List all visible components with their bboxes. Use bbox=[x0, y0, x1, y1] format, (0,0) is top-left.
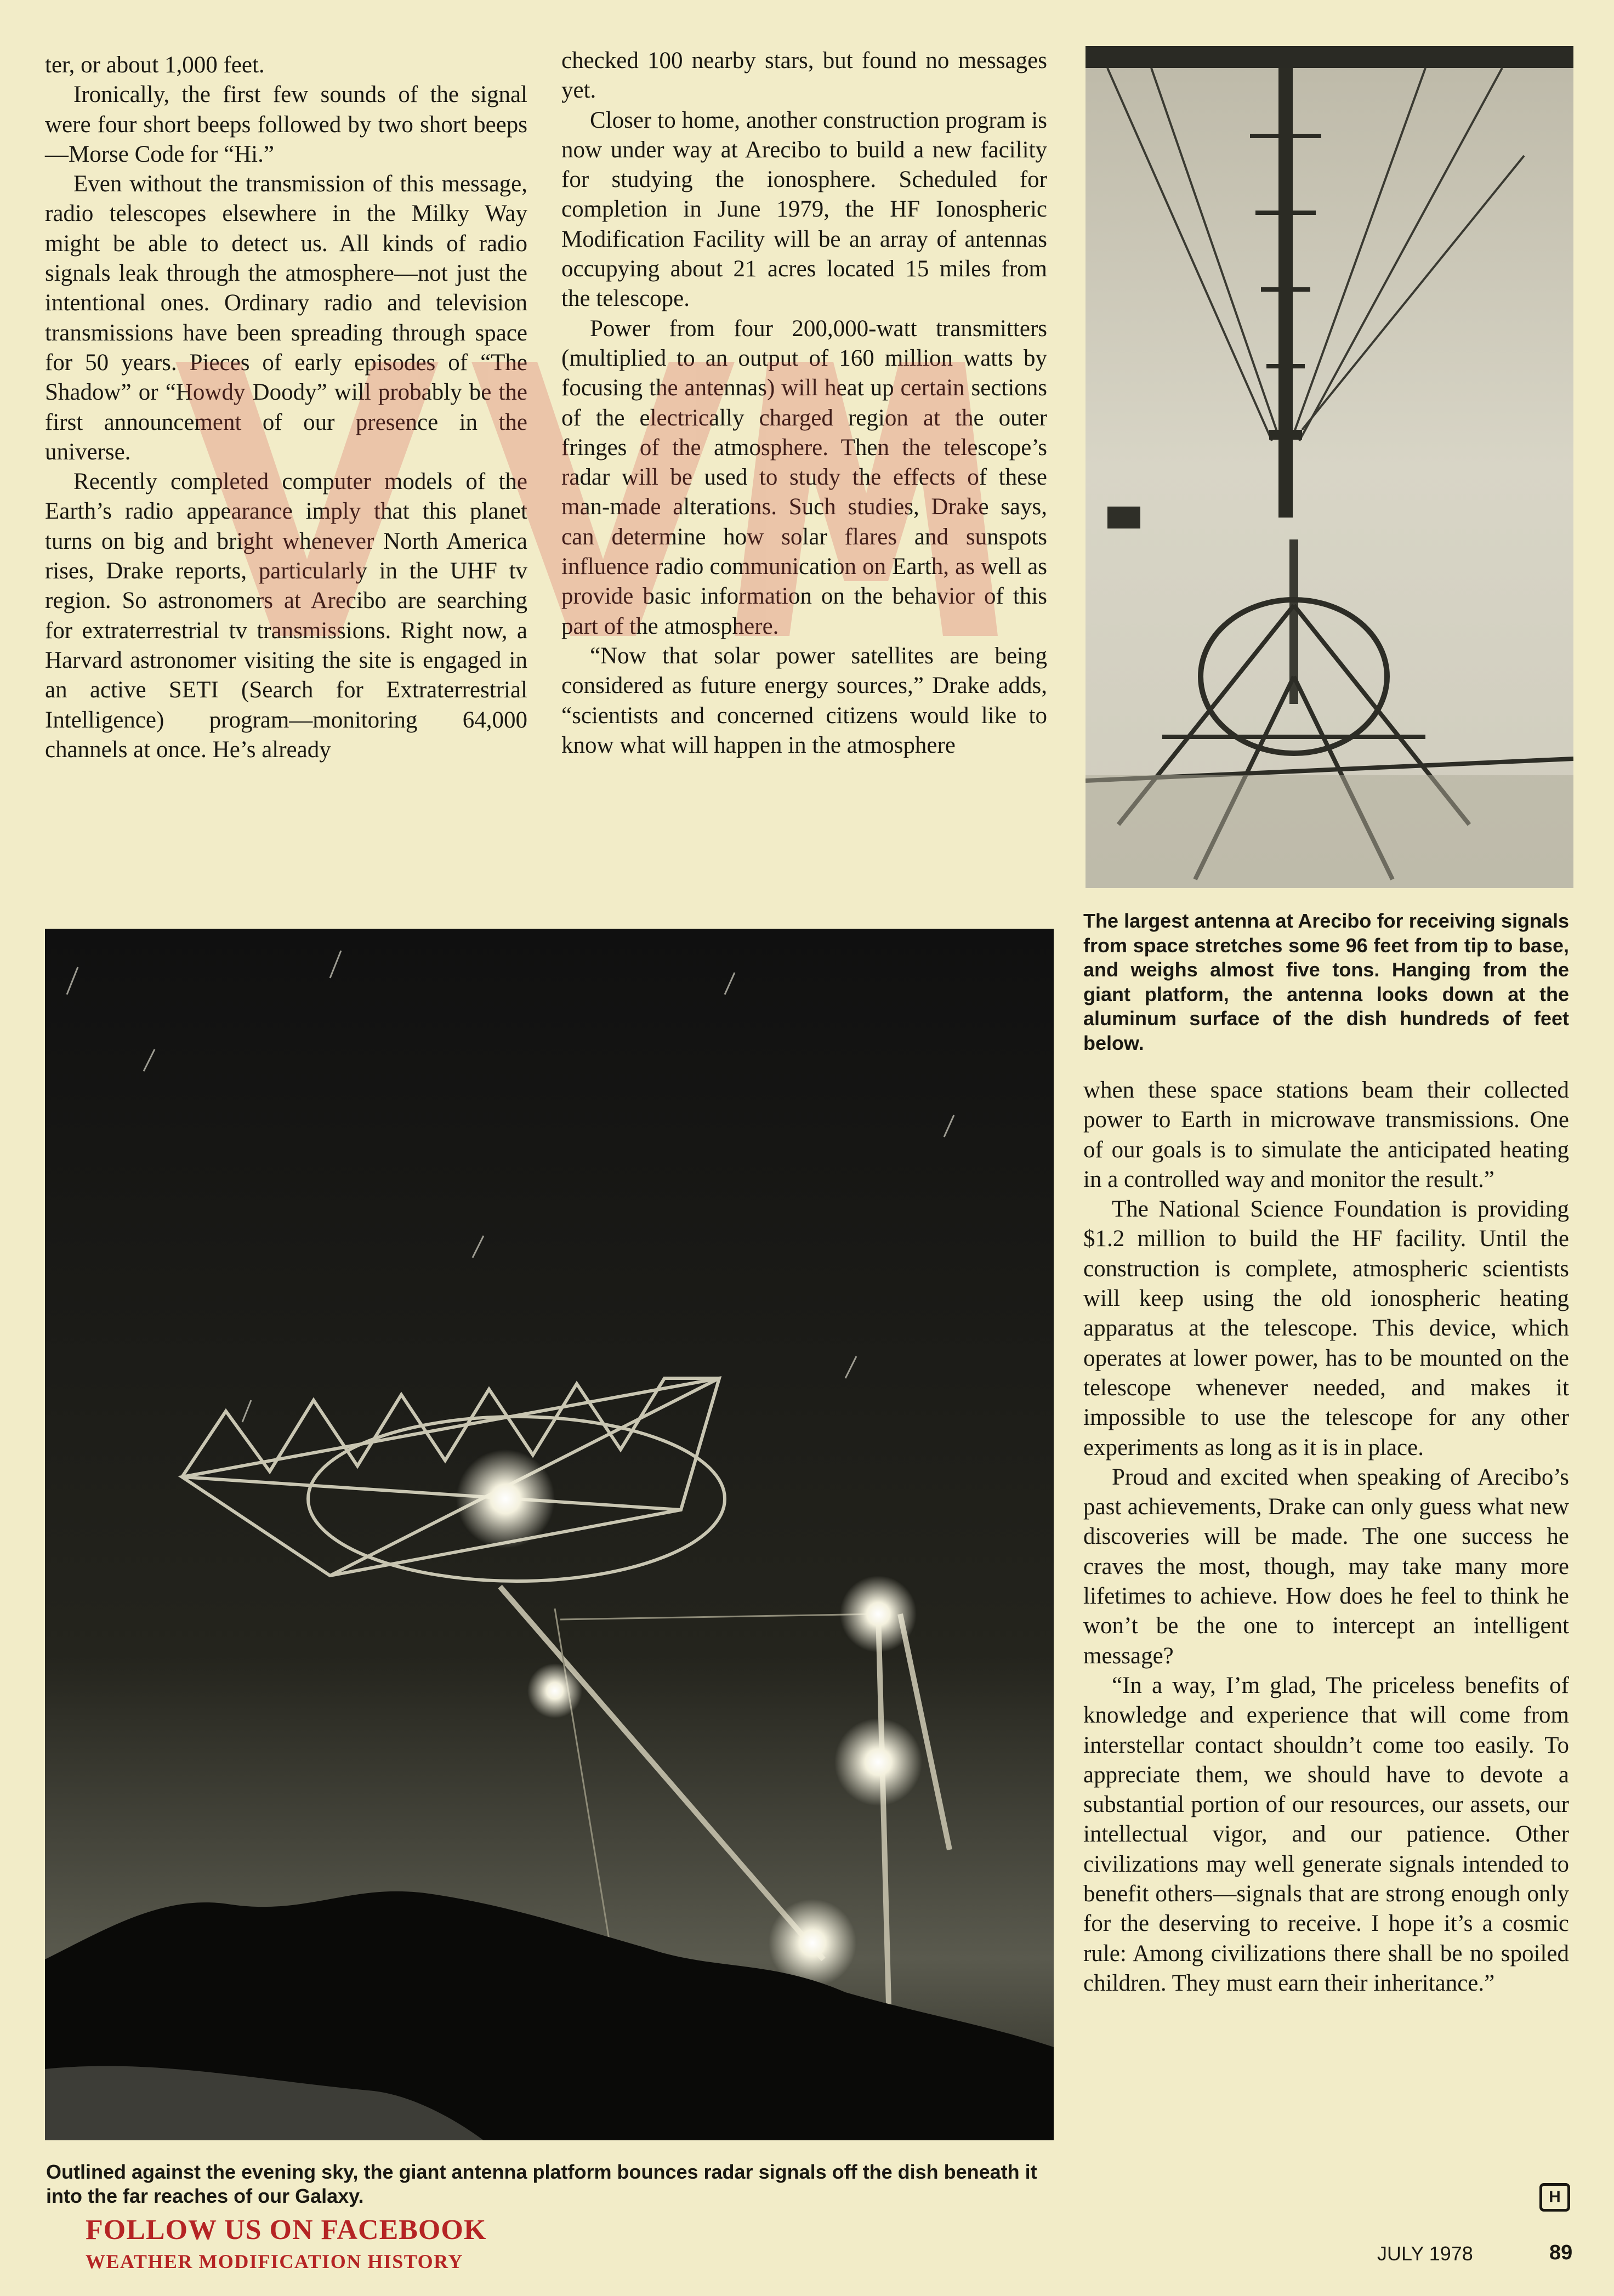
night-photo-caption: Outlined against the evening sky, the giant antenna platform bounces radar signals off the dish beneath it into the far reaches of our Galaxy. bbox=[46, 2161, 1037, 2207]
issue-date: JULY 1978 bbox=[1377, 2242, 1473, 2265]
paragraph: Even without the transmission of this message, radio telescopes elsewhere in the Milky Way might be able to detect us. All kinds of radio signals leak through the atmosphere—not just the intentional ones. Ordinary radio and television transmissions have been spreading through space for 50 years. Pieces of early episodes of “The Shadow” or “Howdy Doody” will probably be the first announcement of our presence in the universe. bbox=[45, 171, 527, 465]
paragraph: checked 100 nearby stars, but found no messages yet. bbox=[561, 48, 1047, 104]
paragraph: Proud and excited when speaking of Arecibo’s past achievements, Drake can only guess what new discoveries will be made. The one success he craves the most, though, may take many more lifetimes to achieve. How does he feel to think he won’t be the one to intercept an intelligent message? bbox=[1083, 1464, 1569, 1669]
antenna-photo-illustration bbox=[1086, 46, 1573, 888]
antenna-photo bbox=[1086, 46, 1573, 888]
paragraph: Closer to home, another construction program is now under way at Arecibo to build a new facility for studying the ionosphere. Scheduled for completion in June 1979, the HF Ionospheric Modification Facility will be an array of antennas occupying about 21 acres located 15 miles from the telescope. bbox=[561, 107, 1047, 312]
paragraph: Power from four 200,000-watt transmitters (multiplied to an output of 160 million watts by focusing the antennas) will heat up certain sections of the electrically charged region at the outer fringes of the atmosphere. Then the telescope’s radar will be used to study the effects of these man-made alterations. Such studies, Drake says, can determine how solar flares and sunspots influence radio communication on Earth, as well as provide basic information on the behavior of this part of the atmosphere. bbox=[561, 315, 1047, 639]
promo-subtitle: WEATHER MODIFICATION HISTORY bbox=[86, 2250, 463, 2272]
paragraph: ter, or about 1,000 feet. bbox=[45, 52, 265, 78]
page-number: 89 bbox=[1549, 2241, 1573, 2264]
article-column-1 bbox=[45, 50, 527, 765]
paragraph: Recently completed computer models of the Earth’s radio appearance imply that this planet turns on big and bright whenever North America rises, Drake reports, particularly in the UHF tv region. So astronomers at Arecibo are searching for extraterrestrial tv transmissions. Right now, a Harvard astronomer visiting the site is engaged in an active SETI (Search for Extraterrestrial Intelligence) program—monitoring 64,000 channels at once. He’s already bbox=[45, 469, 527, 763]
end-of-article-icon: H bbox=[1539, 2183, 1570, 2212]
article-column-3 bbox=[1083, 1076, 1569, 1998]
paragraph: “Now that solar power satellites are being considered as future energy sources,” Drake adds, “scientists and concerned citizens would like to know what will happen in the atmosphere bbox=[561, 643, 1047, 758]
article-column-2 bbox=[561, 46, 1047, 760]
paragraph: when these space stations beam their collected power to Earth in microwave transmissions. One of our goals is to simulate the anticipated heating in a controlled way and monitor the result.” bbox=[1083, 1077, 1569, 1192]
paragraph: The National Science Foundation is providing $1.2 million to build the HF facility. Until the construction is complete, atmospheric scientists will keep using the old ionospheric heating apparatus at the telescope. This device, which operates at lower power, has to be mounted on the telescope whenever needed, and makes it impossible to use the telescope for any other experiments as long as it is in place. bbox=[1083, 1196, 1569, 1460]
antenna-photo-caption: The largest antenna at Arecibo for receiving signals from space stretches some 96 feet from tip to base, and weighs almost five tons. Hanging from the giant platform, the antenna looks down at the aluminum surface of the dish hundreds of feet below. bbox=[1083, 910, 1569, 1054]
paragraph: Ironically, the first few sounds of the signal were four short beeps followed by two short beeps—Morse Code for “Hi.” bbox=[45, 82, 527, 167]
night-platform-illustration bbox=[45, 929, 1054, 2140]
night-platform-photo bbox=[45, 929, 1054, 2140]
paragraph: “In a way, I’m glad, The priceless benefits of knowledge and experience that will come from interstellar contact shouldn’t come too easily. To appreciate them, we should have to devote a substantial portion of our resources, our assets, our intellectual vigor, and our patience. Other civilizations may well generate signals intended to benefit others—signals that are strong enough only for the deserving to receive. I hope it’s a cosmic rule: Among civilizations there shall be no spoiled children. They must earn their inheritance.” bbox=[1083, 1672, 1569, 1996]
facebook-promo: FOLLOW US ON FACEBOOK bbox=[86, 2214, 487, 2246]
